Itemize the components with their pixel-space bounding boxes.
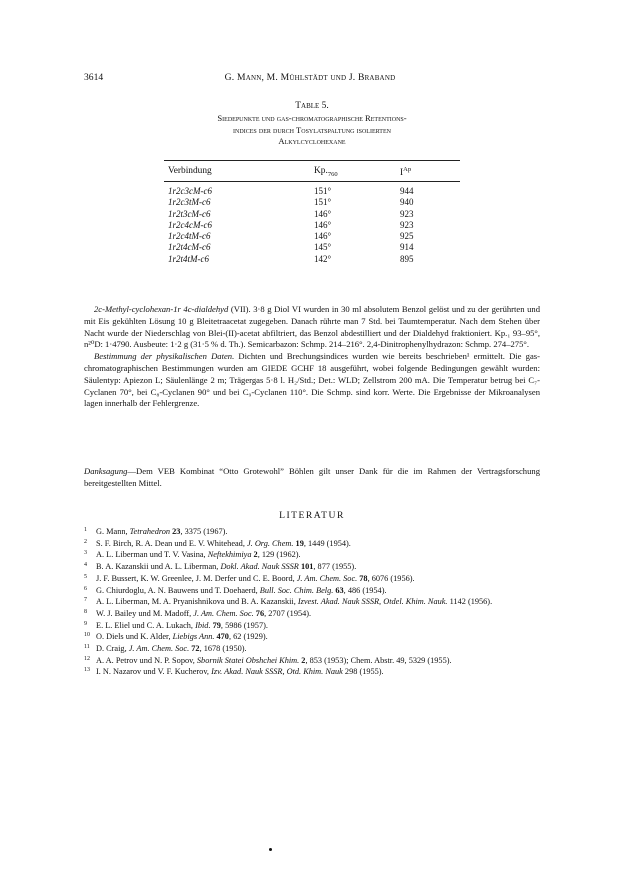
page-dot-mark <box>269 848 272 851</box>
reference-volume: 23 <box>170 527 181 536</box>
reference-pages: , 6076 (1956). <box>367 573 415 583</box>
table-cell-kp: 142° <box>314 253 332 264</box>
table-cell-compound: 1r2c4tM-c6 <box>168 231 211 242</box>
reference-pages: , 3375 (1967). <box>180 527 228 536</box>
table-cell-compound: 1r2t4tM-c6 <box>168 253 209 264</box>
reference-journal: Izv. Akad. Nauk SSSR, Otd. Khim. Nauk <box>211 667 343 677</box>
reference-authors: J. F. Bussert, K. W. Greenlee, J. M. Derfer und C. E. Boord, <box>96 573 297 583</box>
reference-journal: J. Am. Chem. Soc. <box>193 608 254 618</box>
table-cell-index: 944 <box>400 186 414 196</box>
reference-volume: 72 <box>189 644 200 654</box>
table-row <box>164 220 460 231</box>
reference-pages: , 62 (1929). <box>228 632 268 642</box>
reference-volume: 101 <box>298 562 314 572</box>
reference-authors: I. N. Nazarov und V. F. Kucherov, <box>96 667 212 677</box>
table-row <box>164 242 460 253</box>
reference-pages: , 877 (1955). <box>313 562 357 572</box>
reference-authors: G. Chiurdoglu, A. N. Bauwens und T. Doehaerd, <box>96 585 260 595</box>
reference-item <box>84 596 544 608</box>
reference-number: 5 <box>84 573 87 580</box>
running-authors: G. Mann, M. Mühlstädt und J. Braband <box>224 72 396 83</box>
reference-item <box>84 643 544 655</box>
table-row <box>164 231 460 242</box>
experimental-section <box>84 304 540 410</box>
reference-journal: Sbornik Statei Obshchei Khim. <box>196 655 300 665</box>
reference-volume: 19 <box>293 538 304 548</box>
reference-journal: Dokl. Akad. Nauk SSSR <box>220 562 299 572</box>
reference-authors: S. F. Birch, R. A. Dean und E. V. Whitehead, <box>96 538 247 548</box>
table-cell-index: 923 <box>400 219 414 230</box>
reference-pages: , 2707 (1954). <box>264 608 312 618</box>
reference-number: 1 <box>84 527 87 533</box>
table-cell-index: 923 <box>400 208 414 219</box>
reference-number: 8 <box>84 608 87 615</box>
table-cell-compound: 1r2c3cM-c6 <box>168 186 212 196</box>
reference-pages: 1142 (1956). <box>447 597 493 607</box>
reference-item <box>84 585 544 597</box>
reference-journal: Tetrahedron <box>129 527 171 536</box>
reference-number: 6 <box>84 585 87 592</box>
reference-pages: , 5986 (1957). <box>220 620 268 630</box>
paragraph-physical-data <box>84 351 540 410</box>
reference-journal: J. Am. Chem. Soc. <box>128 644 190 654</box>
reference-authors: E. L. Eliel und C. A. Lukach, <box>96 620 196 630</box>
reference-journal: Izvest. Akad. Nauk SSSR, Otdel. Khim. Nauk. <box>297 597 448 607</box>
reference-number: 10 <box>84 632 90 639</box>
table-cell-kp: 146° <box>314 219 332 230</box>
reference-number: 3 <box>84 550 87 557</box>
table-cell-kp: 151° <box>314 186 332 196</box>
reference-item <box>84 631 544 643</box>
reference-volume: 2 <box>299 655 306 665</box>
table-cell-index: 940 <box>400 197 414 208</box>
paragraph-text: Dichten und Brechungsindices wurden wie bereits beschrieben¹ ermittelt. Die gas-chromatographischen Bestimmungen wurden am GIEDE GCHF 18 ausgeführt, wobei folgende Bedingungen gewählt wurden: Säulentyp: Apiezon L; Säulenlänge 2 m; Trägergas 5·8 l. H₂/Std.; Det.: WLD; Zellstrom 200 mA. Die Temperatur betrug bei C₇-Cyclanen 70°, bei C₈-Cyclanen 90° und bei C₉-Cyclanen 110°. Die Schmp. sind korr. Werte. Die Ergebnisse der Mikroanalysen lagen innerhalb der Fehlergrenze. <box>84 351 540 409</box>
table-title: Table 5. <box>295 101 329 111</box>
reference-volume: 2 <box>251 550 258 560</box>
table-cell-compound: 1r2c4cM-c6 <box>168 219 212 230</box>
reference-journal: Ibid. <box>195 620 211 630</box>
reference-pages: , 853 (1953); Chem. Abstr. 49, 5329 (1955). <box>305 655 452 665</box>
table-cell-kp: 146° <box>314 208 332 219</box>
paragraph-title: 2c-Methyl-cyclohexan-1r 4c-dialdehyd <box>94 304 229 314</box>
reference-authors: G. Mann, <box>96 527 130 536</box>
reference-pages: , 1678 (1950). <box>199 644 247 654</box>
reference-authors: D. Craig, <box>96 644 129 654</box>
paragraph-text: (VII). 3·8 g Diol VI wurden in 30 ml absolutem Benzol gelöst und zu der gerührten und mit Eis gekühlten Lösung 10 g Bleitetraacetat zugegeben. Danach rührte man 7 Std. bei Taumtemperatur. Nach dem Stehen über Nacht wurde der Niederschlag von Blei-(II)-acetat abfiltriert, das Benzol abdestilliert und der Dialdehyd fraktioniert. Kp.₁ 93–95°, n²⁰D: 1·4790. Ausbeute: 1·2 g (31·5 % d. Th.). Semicarbazon: Schmp. 214–216°. 2,4-Dinitrophenylhydrazon: Schmp. 274–275°. <box>84 304 540 350</box>
reference-authors: A. L. Liberman, M. A. Pryanishnikova und B. A. Kazanskii, <box>96 597 298 607</box>
reference-pages: 298 (1955). <box>342 667 384 677</box>
table-header-kp: $Kp._{760}$ <box>314 166 338 178</box>
reference-journal: Neftekhimiya <box>207 550 252 560</box>
table-cell-compound: 1r2t4cM-c6 <box>168 242 211 253</box>
acknowledgement <box>84 466 540 490</box>
paragraph-title: Bestimmung der physikalischen Daten. <box>94 351 235 362</box>
reference-number: 9 <box>84 620 87 627</box>
reference-volume: 470 <box>214 632 229 642</box>
reference-item <box>84 573 544 585</box>
reference-volume: 78 <box>357 573 368 583</box>
table-cell-compound: 1r2c3tM-c6 <box>168 197 211 208</box>
reference-volume: 79 <box>210 620 221 630</box>
reference-authors: W. J. Bailey und M. Madoff, <box>96 608 194 618</box>
table-header-index: $I^{Ap}$ <box>400 166 412 179</box>
reference-item <box>84 549 544 561</box>
reference-item <box>84 526 544 538</box>
literature-heading: LITERATUR <box>279 510 345 521</box>
reference-pages: , 129 (1962). <box>257 550 301 560</box>
paragraph-dialdehyde <box>84 304 540 351</box>
reference-authors: A. A. Petrov und N. P. Sopov, <box>96 655 197 665</box>
paragraph-title: Danksagung <box>84 466 128 476</box>
table-cell-kp: 151° <box>314 197 332 208</box>
table-caption-line: Alkylcyclohexane <box>278 136 346 147</box>
reference-item <box>84 538 544 550</box>
table-body <box>164 186 460 265</box>
reference-number: 13 <box>84 667 90 674</box>
paragraph-text: —Dem VEB Kombinat “Otto Grotewohl” Böhlen gilt unser Dank für die im Rahmen der Vertragsforschung bereitgestellten Mittel. <box>84 466 540 488</box>
reference-number: 11 <box>84 644 90 651</box>
table-header-compound: Verbindung <box>168 166 212 176</box>
table-top-rule <box>164 160 460 161</box>
reference-journal: Bull. Soc. Chim. Belg. <box>259 585 334 595</box>
table-cell-compound: 1r2t3cM-c6 <box>168 208 211 219</box>
reference-item <box>84 620 544 632</box>
paragraph-acknowledgement <box>84 466 540 490</box>
table-row <box>164 209 460 220</box>
reference-journal: Liebigs Ann. <box>172 632 215 642</box>
reference-number: 7 <box>84 597 87 604</box>
reference-item <box>84 561 544 573</box>
table-caption-line: indices der durch Tosylatspaltung isolierten <box>233 124 391 135</box>
reference-volume: 76 <box>253 608 265 618</box>
table-cell-index: 895 <box>400 253 414 264</box>
reference-item <box>84 608 544 620</box>
table-cell-index: 914 <box>400 242 414 253</box>
reference-number: 4 <box>84 562 87 569</box>
reference-volume: 63 <box>333 585 344 595</box>
reference-authors: O. Diels und K. Alder, <box>96 632 173 642</box>
reference-item <box>84 655 544 667</box>
reference-number: 12 <box>84 655 90 662</box>
table-caption-line: Siedepunkte und gas-chromatographische Retentions- <box>217 113 407 123</box>
reference-authors: B. A. Kazanskii und A. L. Liberman, <box>96 562 221 572</box>
reference-journal: J. Am. Chem. Soc. <box>296 573 358 583</box>
table-row <box>164 186 460 197</box>
table-row <box>164 254 460 265</box>
table-cell-kp: 145° <box>314 242 332 253</box>
table-caption <box>160 113 464 148</box>
reference-pages: , 1449 (1954). <box>303 538 351 548</box>
reference-number: 2 <box>84 538 87 545</box>
table-header-rule <box>164 181 460 182</box>
reference-journal: J. Org. Chem. <box>246 538 294 548</box>
table-cell-index: 925 <box>400 231 414 242</box>
table-row <box>164 197 460 208</box>
table-cell-kp: 146° <box>314 231 332 242</box>
reference-list <box>84 526 544 678</box>
page-number: 3614 <box>84 72 104 83</box>
table-header-row <box>164 166 460 180</box>
reference-item <box>84 666 544 678</box>
reference-pages: , 486 (1954). <box>343 585 387 595</box>
reference-authors: A. L. Liberman und T. V. Vasina, <box>96 550 208 560</box>
